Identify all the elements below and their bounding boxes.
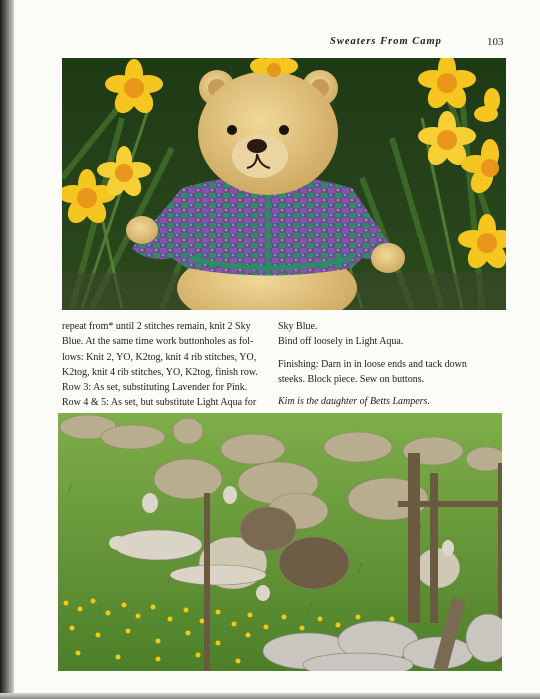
- body-line: Finishing: Darn in in loose ends and tack down: [278, 358, 467, 370]
- body-line: repeat from* until 2 stitches remain, knit 2 Sky: [62, 321, 251, 332]
- book-spine: [0, 0, 14, 699]
- body-line: Blue. At the same time work buttonholes as fol-: [62, 336, 254, 348]
- page-number: 103: [487, 36, 504, 48]
- sheep-photo: [58, 413, 502, 671]
- teddy-bear-photo: [62, 58, 506, 310]
- photo-caption: Kim is the daughter of Betts Lampers.: [278, 396, 430, 408]
- body-line: lows: Knit 2, YO, K2tog, knit 4 rib stitches, YO,: [62, 351, 257, 363]
- body-line: Sky Blue.: [278, 321, 318, 332]
- body-line: steeks. Block piece. Sew on buttons.: [278, 373, 425, 385]
- body-line: K2tog, knit 4 rib stitches, YO, K2tog, finish row.: [62, 366, 258, 378]
- running-title: Sweaters From Camp: [330, 36, 442, 47]
- text-column-right: [278, 319, 504, 409]
- body-line: Row 4 & 5: As set, but substitute Light Aqua for: [62, 397, 257, 409]
- text-column-left: [62, 319, 274, 411]
- body-line: Row 3: As set, substituting Lavender for Pink.: [62, 382, 248, 394]
- page-bottom-edge: [0, 693, 540, 699]
- body-line: Bind off loosely in Light Aqua.: [278, 336, 404, 348]
